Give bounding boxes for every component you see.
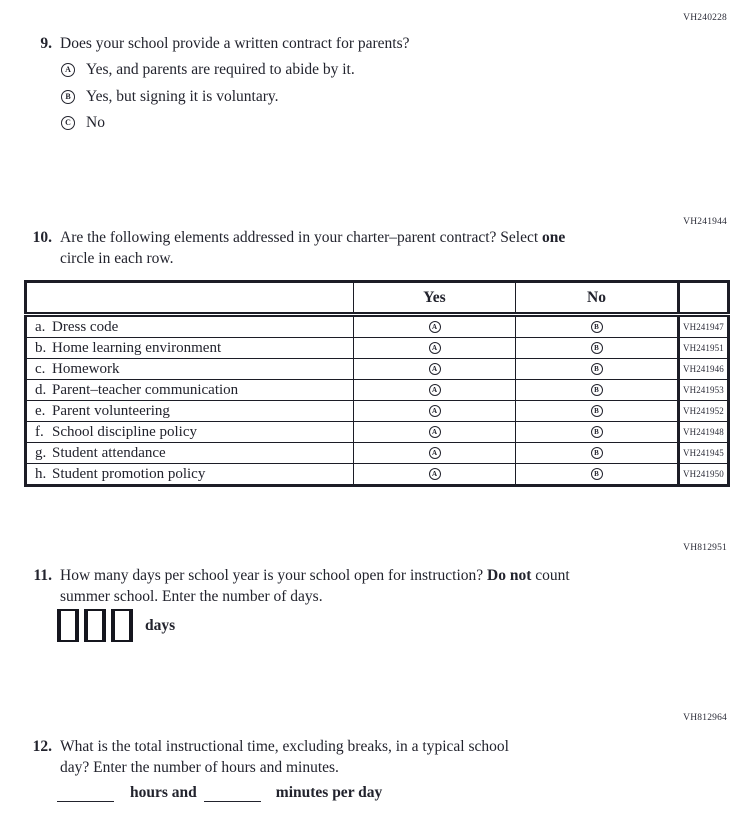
radio-c-icon[interactable]: C (61, 116, 75, 130)
row-text: Parent–teacher communication (52, 381, 239, 398)
radio-yes-icon[interactable]: A (429, 384, 441, 396)
hours-label: hours and (130, 784, 197, 801)
q9-option-a-label: Yes, and parents are required to abide by it. (86, 61, 355, 78)
row-text: School discipline policy (52, 423, 197, 440)
minutes-blank[interactable] (204, 796, 261, 802)
q9-number: 9. (40, 35, 52, 52)
row-code: VH241950 (679, 464, 729, 486)
no-cell[interactable] (516, 315, 679, 338)
row-letter: a. (35, 318, 46, 335)
radio-yes-icon[interactable]: A (429, 447, 441, 459)
q11-text (60, 565, 570, 607)
q11-text-line2: summer school. Enter the number of days. (60, 588, 323, 605)
q12-accession-code: VH812964 (683, 713, 727, 723)
q12-time-entry (57, 784, 382, 802)
row-letter: e. (35, 402, 46, 419)
table-row (26, 464, 729, 486)
hours-blank[interactable] (57, 796, 114, 802)
q12-text-line1: What is the total instructional time, excluding breaks, in a typical school (60, 738, 509, 755)
radio-a-icon[interactable]: A (61, 63, 75, 77)
q9-option-b[interactable] (61, 89, 278, 105)
q11-days-entry (57, 609, 175, 642)
yes-cell[interactable] (354, 338, 516, 359)
days-unit-label: days (145, 616, 176, 634)
row-code: VH241945 (679, 443, 729, 464)
row-letter: h. (35, 465, 47, 482)
row-label (26, 422, 354, 443)
table-row (26, 422, 729, 443)
table-row (26, 315, 729, 338)
no-cell[interactable] (516, 380, 679, 401)
radio-no-icon[interactable]: B (591, 405, 603, 417)
yes-cell[interactable] (354, 315, 516, 338)
q11-accession-code: VH812951 (683, 543, 727, 553)
row-label (26, 464, 354, 486)
row-code: VH241953 (679, 380, 729, 401)
row-code: VH241948 (679, 422, 729, 443)
row-label (26, 359, 354, 380)
table-header-code-empty (679, 282, 729, 315)
radio-yes-icon[interactable]: A (429, 321, 441, 333)
q9-option-b-label: Yes, but signing it is voluntary. (86, 88, 279, 105)
row-code: VH241952 (679, 401, 729, 422)
table-row (26, 338, 729, 359)
radio-no-icon[interactable]: B (591, 363, 603, 375)
minutes-label: minutes per day (275, 784, 383, 801)
table-header-empty (26, 282, 354, 315)
row-code: VH241947 (679, 315, 729, 338)
table-row (26, 380, 729, 401)
yes-cell[interactable] (354, 380, 516, 401)
no-cell[interactable] (516, 443, 679, 464)
q9-option-a[interactable] (61, 62, 355, 78)
q10-text (60, 227, 565, 269)
row-text: Student promotion policy (52, 465, 206, 482)
digit-box-3[interactable] (111, 609, 133, 642)
no-cell[interactable] (516, 422, 679, 443)
q12-text-line2: day? Enter the number of hours and minutes. (60, 759, 339, 776)
q11-text-post: count (531, 567, 570, 584)
radio-yes-icon[interactable]: A (429, 468, 441, 480)
table-header-row (26, 282, 729, 315)
row-text: Dress code (52, 318, 119, 335)
row-label (26, 338, 354, 359)
table-row (26, 401, 729, 422)
table-header-no: No (516, 282, 679, 315)
radio-yes-icon[interactable]: A (429, 405, 441, 417)
yes-cell[interactable] (354, 422, 516, 443)
question-12 (28, 736, 509, 778)
radio-no-icon[interactable]: B (591, 321, 603, 333)
radio-yes-icon[interactable]: A (429, 426, 441, 438)
row-label (26, 315, 354, 338)
q9-option-c[interactable] (61, 115, 105, 131)
row-text: Student attendance (52, 444, 166, 461)
question-11 (28, 565, 570, 607)
radio-yes-icon[interactable]: A (429, 342, 441, 354)
radio-no-icon[interactable]: B (591, 447, 603, 459)
question-10 (28, 227, 565, 269)
row-letter: g. (35, 444, 47, 461)
no-cell[interactable] (516, 464, 679, 486)
q12-text (60, 736, 509, 778)
q11-number: 11. (33, 567, 52, 584)
radio-no-icon[interactable]: B (591, 342, 603, 354)
q10-text-bold: one (542, 229, 566, 246)
yes-cell[interactable] (354, 443, 516, 464)
row-text: Home learning environment (52, 339, 222, 356)
row-code: VH241951 (679, 338, 729, 359)
radio-no-icon[interactable]: B (591, 426, 603, 438)
table-header-yes: Yes (354, 282, 516, 315)
q11-text-bold: Do not (487, 567, 532, 584)
radio-yes-icon[interactable]: A (429, 363, 441, 375)
row-text: Parent volunteering (52, 402, 170, 419)
q12-number: 12. (32, 738, 52, 755)
row-letter: c. (35, 360, 46, 377)
no-cell[interactable] (516, 338, 679, 359)
yes-cell[interactable] (354, 464, 516, 486)
q9-text: Does your school provide a written contract for parents? (60, 35, 410, 52)
row-text: Homework (52, 360, 120, 377)
row-letter: f. (35, 423, 44, 440)
q10-text-line2: circle in each row. (60, 250, 174, 267)
yes-cell[interactable] (354, 401, 516, 422)
row-letter: b. (35, 339, 47, 356)
table-row (26, 443, 729, 464)
digit-box-1[interactable] (57, 609, 79, 642)
q10-number: 10. (32, 229, 52, 246)
q10-text-pre: Are the following elements addressed in your charter–parent contract? Select (60, 229, 543, 246)
yes-cell[interactable] (354, 359, 516, 380)
radio-b-icon[interactable]: B (61, 90, 75, 104)
q10-response-table (24, 280, 730, 487)
no-cell[interactable] (516, 401, 679, 422)
q10-accession-code: VH241944 (683, 217, 727, 227)
table-row (26, 359, 729, 380)
question-9 (28, 33, 410, 54)
row-label (26, 401, 354, 422)
row-code: VH241946 (679, 359, 729, 380)
digit-box-2[interactable] (84, 609, 106, 642)
radio-no-icon[interactable]: B (591, 468, 603, 480)
row-letter: d. (35, 381, 47, 398)
q9-option-c-label: No (86, 114, 105, 131)
row-label (26, 380, 354, 401)
radio-no-icon[interactable]: B (591, 384, 603, 396)
no-cell[interactable] (516, 359, 679, 380)
q11-text-pre: How many days per school year is your school open for instruction? (60, 567, 488, 584)
q9-accession-code: VH240228 (683, 13, 727, 23)
row-label (26, 443, 354, 464)
